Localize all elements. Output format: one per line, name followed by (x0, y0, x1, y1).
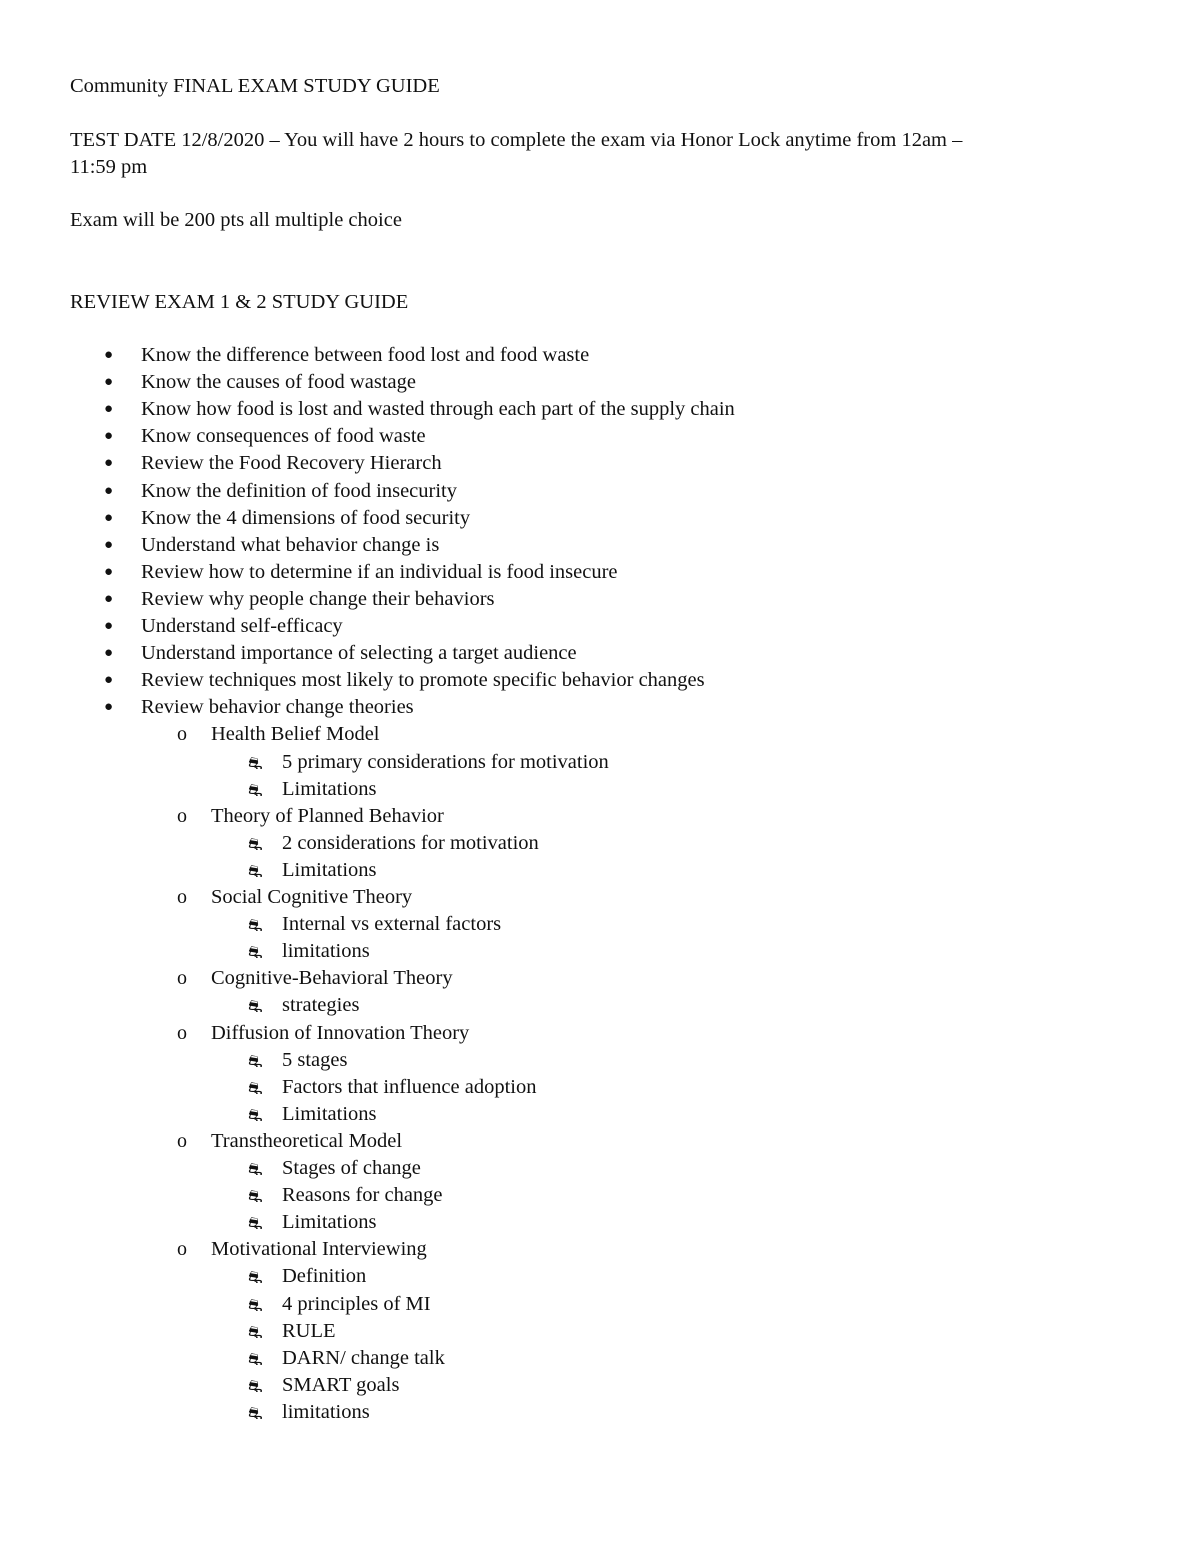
circle-bullet-icon: o (177, 804, 187, 827)
list-item (104, 613, 343, 640)
theory-subpoint (248, 1318, 336, 1345)
bullet-icon: ● (104, 563, 114, 580)
theory-subpoint (248, 857, 377, 884)
list-item-text: Motivational Interviewing (211, 1238, 427, 1261)
exam-info: Exam will be 200 pts all multiple choice (70, 209, 402, 231)
list-item (104, 559, 618, 586)
list-item (104, 369, 416, 396)
list-item-text: 5 stages (282, 1048, 348, 1071)
bullet-icon: ● (104, 590, 114, 607)
theory-subpoint (248, 1372, 400, 1399)
test-date-line-2: 11:59 pm (70, 156, 148, 178)
list-item-text: Know consequences of food waste (141, 425, 426, 448)
list-item-text: Reasons for change (282, 1184, 443, 1207)
list-item-text: Understand what behavior change is (141, 533, 440, 556)
list-item-text: strategies (282, 994, 360, 1017)
bullet-icon: ● (104, 672, 114, 689)
list-item-text: Know the 4 dimensions of food security (141, 506, 471, 529)
wingding-bullet-icon: ⛐ (248, 834, 263, 854)
wingding-bullet-icon: ⛐ (248, 1160, 263, 1179)
list-item-text: Understand importance of selecting a target audience (141, 642, 577, 665)
list-item-text: Social Cognitive Theory (211, 886, 413, 908)
list-item-text: Review why people change their behaviors (141, 587, 495, 610)
list-item-text: limitations (282, 1400, 370, 1423)
theory-subpoint (248, 1182, 443, 1209)
theory-subpoint (248, 1047, 348, 1074)
list-item-text: Review techniques most likely to promote specific behavior changes (141, 669, 705, 692)
bullet-icon: ● (104, 536, 114, 553)
list-item-text: 2 considerations for motivation (282, 831, 539, 854)
section-heading: REVIEW EXAM 1 & 2 STUDY GUIDE (70, 291, 409, 313)
theory-item (177, 965, 453, 992)
list-item-text: Cognitive-Behavioral Theory (211, 967, 453, 990)
list-item-text: Know the difference between food lost and food waste (141, 344, 590, 366)
theory-subpoint (248, 1263, 367, 1290)
list-item (104, 505, 471, 532)
bullet-icon: ● (104, 401, 114, 418)
theory-subpoint (248, 1155, 421, 1182)
circle-bullet-icon: o (177, 1021, 187, 1044)
bullet-icon: ● (104, 618, 114, 634)
theory-item (177, 1236, 427, 1263)
circle-bullet-icon: o (177, 886, 187, 908)
circle-bullet-icon: o (177, 1129, 187, 1152)
wingding-bullet-icon: ⛐ (248, 753, 263, 773)
list-item-text: Stages of change (282, 1157, 421, 1179)
list-item-text: Definition (282, 1265, 367, 1288)
bullet-icon: ● (104, 374, 114, 391)
theory-item (177, 803, 444, 830)
theory-subpoint (248, 938, 370, 965)
list-item-text: 5 primary considerations for motivation (282, 750, 609, 773)
theory-subpoint (248, 1209, 377, 1236)
theory-item (177, 721, 380, 748)
bullet-icon: ● (104, 347, 114, 363)
list-item-text: Review how to determine if an individual is food insecure (141, 560, 618, 583)
bullet-icon: ● (104, 428, 114, 445)
page-title: Community FINAL EXAM STUDY GUIDE (70, 75, 440, 97)
list-item-text: Understand self-efficacy (141, 615, 343, 637)
list-item (104, 478, 457, 505)
theory-item (177, 1020, 470, 1047)
list-item-text: DARN/ change talk (282, 1346, 445, 1369)
theory-item (177, 1128, 403, 1155)
list-item-text: Theory of Planned Behavior (211, 804, 444, 827)
list-item-text: Limitations (282, 1211, 377, 1234)
list-item (104, 667, 705, 694)
wingding-bullet-icon: ⛐ (248, 1376, 263, 1396)
list-item (104, 396, 735, 423)
list-item-text: SMART goals (282, 1373, 400, 1396)
list-item-text: Limitations (282, 1102, 377, 1125)
wingding-bullet-icon: ⛐ (248, 861, 263, 881)
list-item-text: Know how food is lost and wasted through each part of the supply chain (141, 398, 735, 421)
wingding-bullet-icon: ⛐ (248, 1078, 263, 1098)
wingding-bullet-icon: ⛐ (248, 1322, 263, 1342)
theory-subpoint (248, 1345, 445, 1372)
bullet-icon: ● (104, 509, 114, 526)
wingding-bullet-icon: ⛐ (248, 1349, 263, 1369)
list-item-text: Know the definition of food insecurity (141, 479, 457, 502)
theory-subpoint (248, 1101, 377, 1128)
list-item (104, 586, 495, 613)
wingding-bullet-icon: ⛐ (248, 1187, 263, 1207)
list-item-text: Limitations (282, 777, 377, 800)
list-item-text: Internal vs external factors (282, 913, 502, 936)
list-item (104, 640, 577, 667)
theory-subpoint (248, 992, 360, 1019)
wingding-bullet-icon: ⛐ (248, 1105, 263, 1125)
theory-subpoint (248, 749, 609, 776)
wingding-bullet-icon: ⛐ (248, 943, 263, 963)
bullet-icon: ● (104, 482, 114, 499)
list-item-text: Review the Food Recovery Hierarch (141, 452, 442, 475)
theory-subpoint (248, 830, 539, 857)
theory-subpoint (248, 1291, 431, 1318)
list-item-text: Transtheoretical Model (211, 1129, 403, 1152)
theory-subpoint (248, 911, 502, 938)
bullet-icon: ● (104, 645, 114, 662)
theory-item (177, 884, 413, 911)
wingding-bullet-icon: ⛐ (248, 997, 263, 1017)
list-item-text: RULE (282, 1319, 336, 1342)
wingding-bullet-icon: ⛐ (248, 1295, 263, 1315)
circle-bullet-icon: o (177, 723, 187, 746)
bullet-icon: ● (104, 699, 114, 716)
circle-bullet-icon: o (177, 967, 187, 990)
list-item-text: Diffusion of Innovation Theory (211, 1021, 470, 1044)
list-item-text: Know the causes of food wastage (141, 371, 416, 394)
list-item-text: limitations (282, 940, 370, 963)
theory-subpoint (248, 1074, 537, 1101)
wingding-bullet-icon: ⛐ (248, 1403, 263, 1423)
wingding-bullet-icon: ⛐ (248, 916, 263, 936)
list-item-text: Limitations (282, 858, 377, 881)
bullet-icon: ● (104, 455, 114, 472)
list-item-text: Factors that influence adoption (282, 1075, 537, 1098)
list-item-text: Health Belief Model (211, 723, 380, 746)
wingding-bullet-icon: ⛐ (248, 780, 263, 800)
list-item (104, 342, 590, 369)
list-item-text: 4 principles of MI (282, 1292, 431, 1315)
list-item (104, 694, 414, 721)
wingding-bullet-icon: ⛐ (248, 1214, 263, 1234)
list-item (104, 532, 440, 559)
test-date-line-1: TEST DATE 12/8/2020 – You will have 2 hours to complete the exam via Honor Lock anytime from 12am – (70, 129, 963, 151)
list-item (104, 423, 426, 450)
circle-bullet-icon: o (177, 1238, 187, 1261)
wingding-bullet-icon: ⛐ (248, 1268, 263, 1288)
list-item-text: Review behavior change theories (141, 696, 414, 719)
wingding-bullet-icon: ⛐ (248, 1051, 263, 1071)
theory-subpoint (248, 776, 377, 803)
theory-subpoint (248, 1399, 370, 1426)
list-item (104, 450, 442, 477)
